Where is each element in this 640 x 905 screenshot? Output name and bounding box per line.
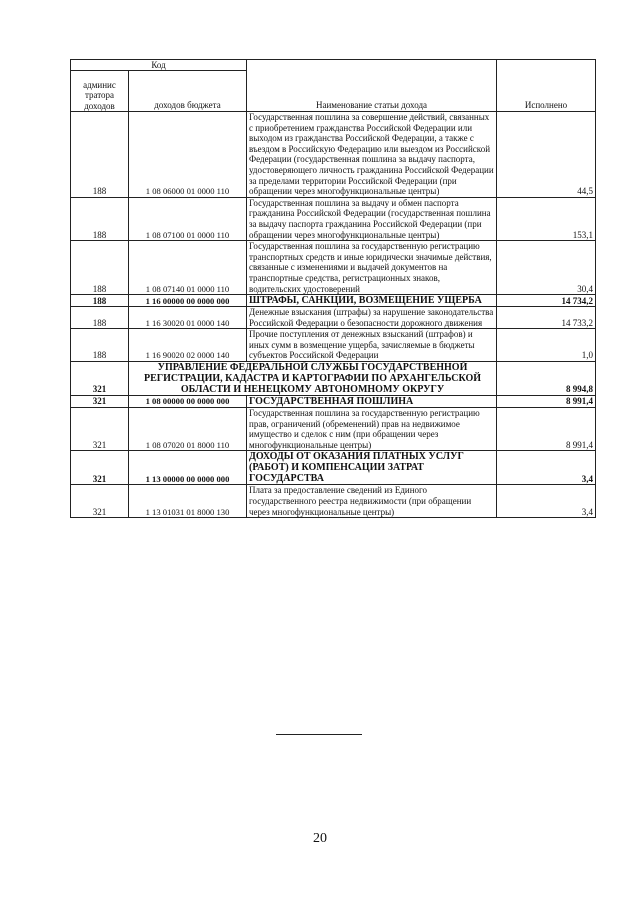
page-number: 20 [313,831,327,846]
executed-value-cell: 3,4 [497,485,596,518]
admin-code-cell: 188 [71,197,129,240]
budget-code-cell: 1 16 00000 00 0000 000 [129,295,247,307]
item-name-cell: Государственная пошлина за государственную регистрацию прав, ограничений (обременений) прав на недвижимое имущество и сделок с ним (при обращении через многофункциональные центры) [247,408,497,451]
budget-code-cell: 1 08 07140 01 0000 110 [129,241,247,295]
header-item-name: Наименование статьи дохода [247,60,497,112]
table-row-total [71,396,596,408]
table-row [71,112,596,198]
admin-code-cell: 321 [71,408,129,451]
budget-code-cell: 1 08 06000 01 0000 110 [129,112,247,198]
table-header-row [71,60,596,71]
table-row-total [71,451,596,485]
admin-code-cell: 321 [71,396,129,408]
admin-code-cell: 321 [71,485,129,518]
executed-value-cell: 14 734,2 [497,295,596,307]
executed-value-cell: 8 991,4 [497,408,596,451]
section-title-cell: УПРАВЛЕНИЕ ФЕДЕРАЛЬНОЙ СЛУЖБЫ ГОСУДАРСТВЕННОЙ РЕГИСТРАЦИИ, КАДАСТРА И КАРТОГРАФИИ ПО АРХАНГЕЛЬСКОЙ ОБЛАСТИ И НЕНЕЦКОМУ АВТОНОМНОМУ ОКРУГУ [129,362,497,396]
item-name-cell: Государственная пошлина за государственную регистрацию транспортных средств и иные юридически значимые действия, связанные с изменениями и выдачей документов на транспортные средства, регистрационных знаков, водительских удостоверений [247,241,497,295]
executed-value-cell: 8 994,8 [497,362,596,396]
item-name-cell: Государственная пошлина за совершение действий, связанных с приобретением гражданства Российской Федерации или выходом из гражданства Российской Федерации, а также с въездом в Российскую Федерацию или выездом из Российской Федерации (государственная пошлина за выдачу паспорта, удостоверяющего личность гражданина Российской Федерации за пределами территории Российской Федерации (при обращении через многофункциональные центры) [247,112,497,198]
executed-value-cell: 14 733,2 [497,307,596,329]
table-row-section [71,362,596,396]
table-row [71,408,596,451]
executed-value-cell: 30,4 [497,241,596,295]
budget-code-cell: 1 13 00000 00 0000 000 [129,451,247,485]
item-name-cell: Прочие поступления от денежных взысканий (штрафов) и иных сумм в возмещение ущерба, зачисляемые в бюджеты субъектов Российской Федерации [247,329,497,362]
admin-code-cell: 188 [71,329,129,362]
admin-code-cell: 188 [71,112,129,198]
item-name-cell: Денежные взыскания (штрафы) за нарушение законодательства Российской Федерации о безопасности дорожного движения [247,307,497,329]
budget-code-cell: 1 16 30020 01 0000 140 [129,307,247,329]
budget-code-cell: 1 08 07100 01 0000 110 [129,197,247,240]
table-row [71,241,596,295]
executed-value-cell: 44,5 [497,112,596,198]
header-budget-income: доходов бюджета [129,71,247,112]
executed-value-cell: 8 991,4 [497,396,596,408]
table-row-total [71,295,596,307]
admin-code-cell: 321 [71,362,129,396]
item-name-cell: ШТРАФЫ, САНКЦИИ, ВОЗМЕЩЕНИЕ УЩЕРБА [247,295,497,307]
executed-value-cell: 1,0 [497,329,596,362]
budget-code-cell: 1 08 07020 01 8000 110 [129,408,247,451]
executed-value-cell: 3,4 [497,451,596,485]
item-name-cell: ДОХОДЫ ОТ ОКАЗАНИЯ ПЛАТНЫХ УСЛУГ (РАБОТ) И КОМПЕНСАЦИИ ЗАТРАТ ГОСУДАРСТВА [247,451,497,485]
budget-code-cell: 1 08 00000 00 0000 000 [129,396,247,408]
budget-code-cell: 1 13 01031 01 8000 130 [129,485,247,518]
admin-code-cell: 188 [71,295,129,307]
admin-code-cell: 321 [71,451,129,485]
table-row [71,329,596,362]
budget-income-table [70,59,596,518]
admin-code-cell: 188 [71,241,129,295]
table-row [71,197,596,240]
item-name-cell: ГОСУДАРСТВЕННАЯ ПОШЛИНА [247,396,497,408]
table-row [71,485,596,518]
header-admin: админис тратора доходов [71,71,129,112]
header-kod: Код [71,60,247,71]
budget-code-cell: 1 16 90020 02 0000 140 [129,329,247,362]
table-row [71,307,596,329]
header-executed: Исполнено [497,60,596,112]
admin-code-cell: 188 [71,307,129,329]
executed-value-cell: 153,1 [497,197,596,240]
item-name-cell: Государственная пошлина за выдачу и обмен паспорта гражданина Российской Федерации (государственная пошлина за выдачу паспорта гражданина Российской Федерации (при обращении через многофункциональные центры) [247,197,497,240]
item-name-cell: Плата за предоставление сведений из Единого государственного реестра недвижимости (при обращении через многофункциональные центры) [247,485,497,518]
footnote-divider [276,734,362,735]
